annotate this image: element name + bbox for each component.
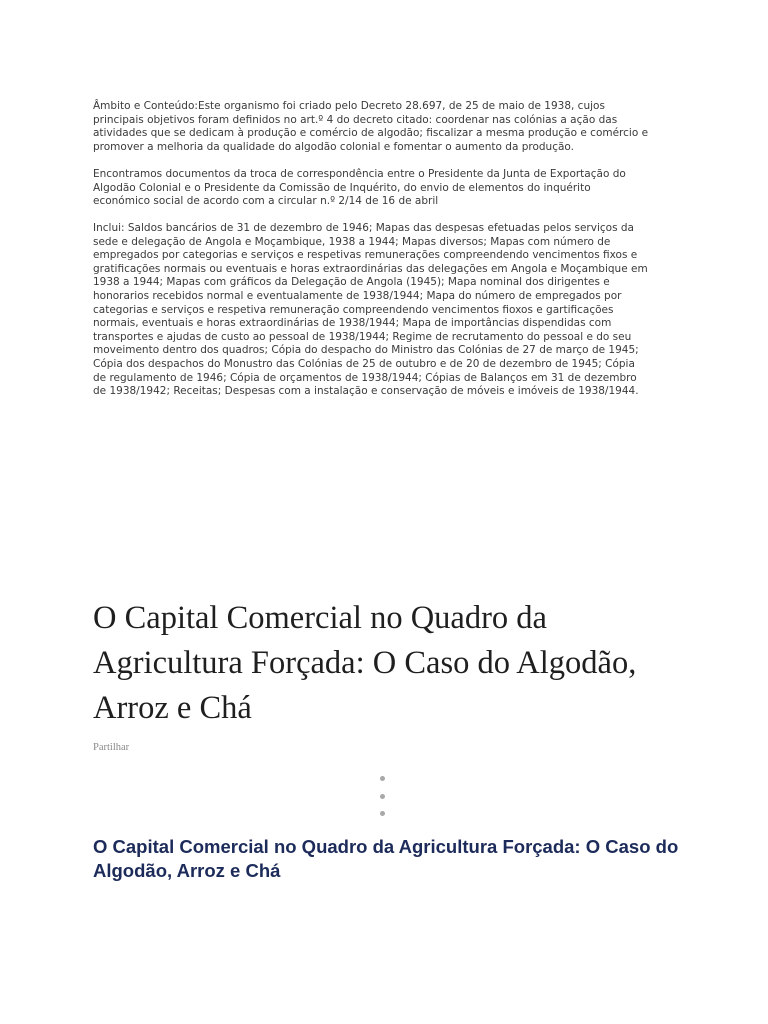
vertical-ellipsis-icon [380,776,385,781]
article-title: O Capital Comercial no Quadro da Agricultura Forçada: O Caso do Algodão, Arroz e Chá [93,600,637,726]
more-options-button[interactable] [376,776,388,816]
vertical-ellipsis-icon [380,794,385,799]
vertical-ellipsis-icon [380,811,385,816]
scope-paragraph: Âmbito e Conteúdo:Este organismo foi criado pelo Decreto 28.697, de 25 de maio de 1938, cujos principais objetivos foram definidos no art.º 4 do decreto citado: coordenar nas colónias a ação das atividades que se dedicam à produção e comércio de algodão; fiscalizar a mesma produção e comércio e promover a melhoria da qualidade do algodão colonial e fomentar o aumento da produção. [93,100,649,153]
includes-paragraph: Inclui: Saldos bancários de 31 de dezembro de 1946; Mapas das despesas efetuadas pelos serviços da sede e delegação de Angola e Moçambique, 1938 a 1944; Mapas diversos; Mapas com número de empregados por categorias e serviços e respetivas remunerações compreendendo vencimentos fixos e gratificações normais ou eventuais e horas extraordinárias das delegações em Angola e Moçambique em 1938 a 1944; Mapas com gráficos da Delegação de Angola (1945); Mapa nominal dos dirigentes e honorarios recebidos normal e eventualamente de 1938/1944; Mapa do número de empregados por categorias e serviços e respetiva remuneração compreendendo vencimentos fioxos e gartificações normais, eventuais e horas extraordinárias de 1938/1944; Mapa de importâncias dispendidas com transportes e ajudas de custo ao pessoal de 1938/1944; Regime de recrutamento do pessoal e do seu moveimento dentro dos quadros; Cópia do despacho do Ministro das Colónias de 27 de março de 1945; Cópia dos despachos do Monustro das Colónias de 25 de outubro e de 20 de dezembro de 1945; Cópia de regulamento de 1946; Cópia de orçamentos de 1938/1944; Cópias de Balanços em 31 de dezembro de 1938/1942; Receitas; Despesas com a instalação e conservação de móveis e imóveis de 1938/1944. [93,222,648,398]
article-subtitle[interactable]: O Capital Comercial no Quadro da Agricultura Forçada: O Caso do Algodão, Arroz e Chá [93,836,679,881]
share-link[interactable]: Partilhar [93,742,130,753]
correspondence-paragraph: Encontramos documentos da troca de correspondência entre o Presidente da Junta de Exportação do Algodão Colonial e o Presidente da Comissão de Inquérito, do envio de elementos do inquérito económico social de acordo com a circular n.º 2/14 de 16 de abril [93,168,626,208]
